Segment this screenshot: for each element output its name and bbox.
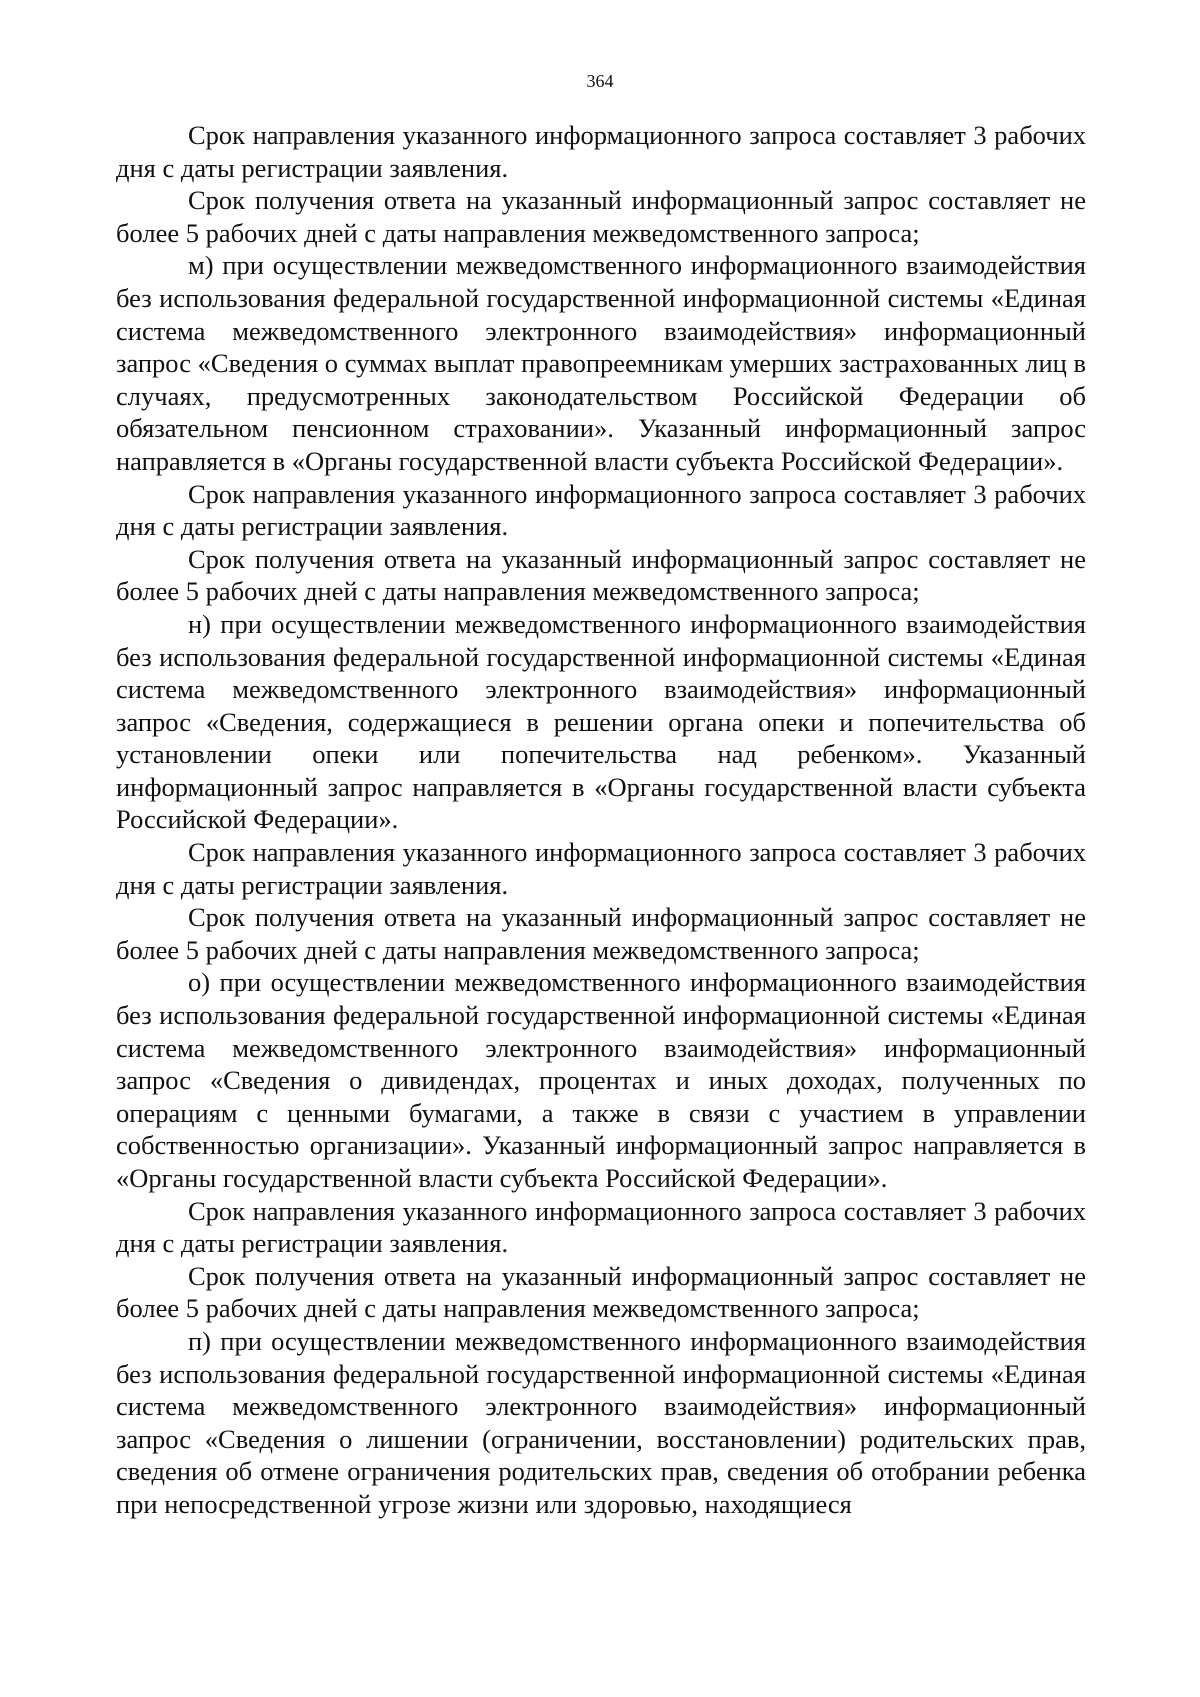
paragraph: Срок направления указанного информационного запроса составляет 3 рабочих дня с даты регистрации заявления.	[116, 120, 1086, 183]
document-body	[116, 119, 1086, 1521]
paragraph: Срок получения ответа на указанный информационный запрос составляет не более 5 рабочих дней с даты направления межведомственного запроса;	[116, 185, 1086, 248]
paragraph: Срок получения ответа на указанный информационный запрос составляет не более 5 рабочих дней с даты направления межведомственного запроса;	[116, 902, 1086, 965]
paragraph: п) при осуществлении межведомственного информационного взаимодействия без использования федеральной государственной информационной системы «Единая система межведомственного электронного взаимодействия» информационный запрос «Сведения о лишении (ограничении, восстановлении) родительских прав, сведения об отмене ограничения родительских прав, сведения об отобрании ребенка при непосредственной угрозе жизни или здоровью, находящиеся	[116, 1325, 1086, 1519]
paragraph: Срок получения ответа на указанный информационный запрос составляет не более 5 рабочих дней с даты направления межведомственного запроса;	[116, 1260, 1086, 1324]
paragraph: о) при осуществлении межведомственного информационного взаимодействия без использования федеральной государственной информационной системы «Единая система межведомственного электронного взаимодействия» информационный запрос «Сведения о дивидендах, процентах и иных доходах, полученных по операциям с ценными бумагами, а также в связи с участием в управлении собственностью организации». Указанный информационный запрос направляется в «Органы государственной власти субъекта Российской Федерации».	[116, 967, 1086, 1193]
paragraph: Срок направления указанного информационного запроса составляет 3 рабочих дня с даты регистрации заявления.	[116, 1195, 1086, 1259]
paragraph: Срок получения ответа на указанный информационный запрос составляет не более 5 рабочих дней с даты направления межведомственного запроса;	[116, 543, 1086, 607]
paragraph: Срок направления указанного информационного запроса составляет 3 рабочих дня с даты регистрации заявления.	[116, 837, 1086, 900]
page-number: 364	[586, 71, 614, 91]
paragraph: н) при осуществлении межведомственного информационного взаимодействия без использования федеральной государственной информационной системы «Единая система межведомственного электронного взаимодействия» информационный запрос «Сведения, содержащиеся в решении органа опеки и попечительства об установлении опеки или попечительства над ребенком». Указанный информационный запрос направляется в «Органы государственной власти субъекта Российской Федерации».	[116, 608, 1086, 835]
paragraph: Срок направления указанного информационного запроса составляет 3 рабочих дня с даты регистрации заявления.	[116, 478, 1086, 542]
paragraph: м) при осуществлении межведомственного информационного взаимодействия без использования федеральной государственной информационной системы «Единая система межведомственного электронного взаимодействия» информационный запрос «Сведения о суммах выплат правопреемникам умерших застрахованных лиц в случаях, предусмотренных законодательством Российской Федерации об обязательном пенсионном страховании». Указанный информационный запрос направляется в «Органы государственной власти субъекта Российской Федерации».	[116, 250, 1086, 476]
